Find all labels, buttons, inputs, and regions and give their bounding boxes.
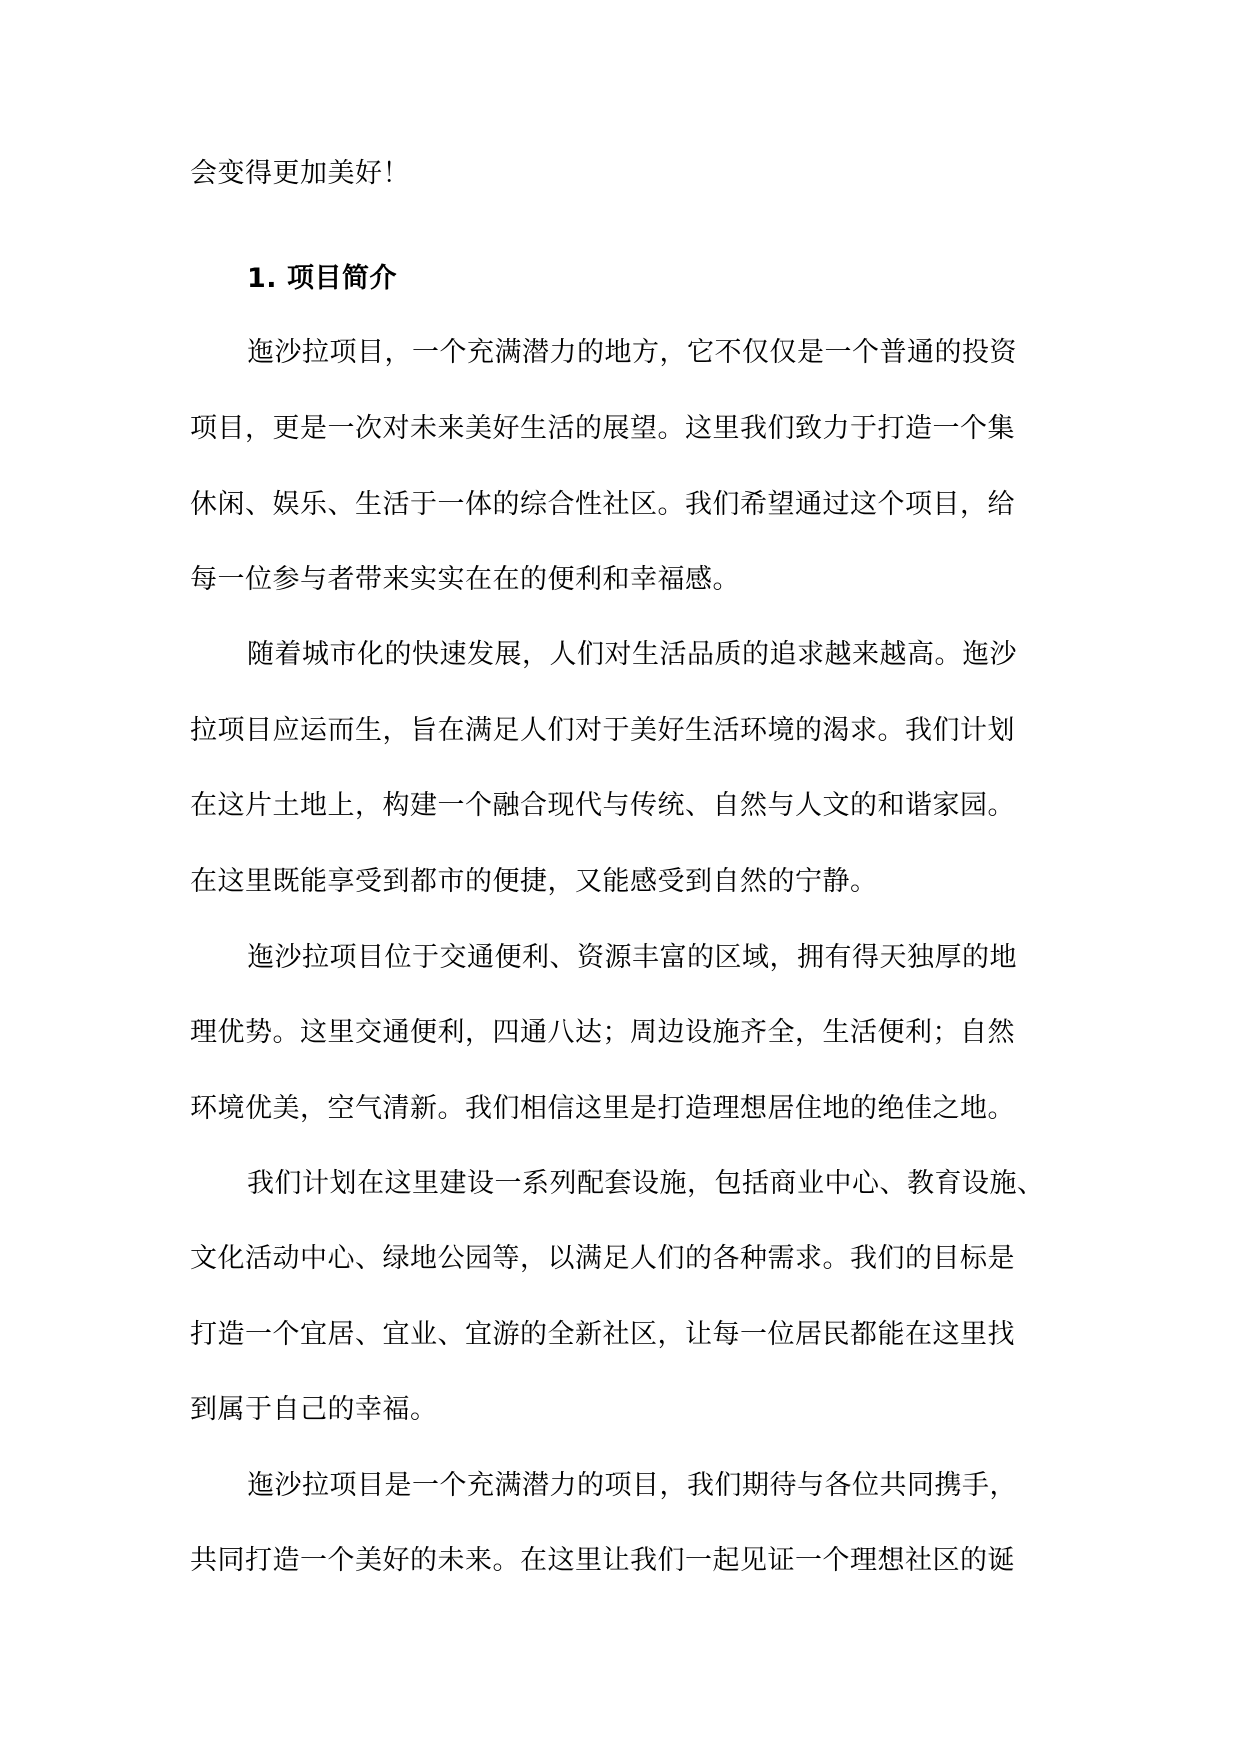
paragraph-line: 迤沙拉项目是一个充满潜力的项目，我们期待与各位共同携手， bbox=[247, 1470, 1017, 1501]
paragraph-line: 环境优美，空气清新。我们相信这里是打造理想居住地的绝佳之地。 bbox=[190, 1093, 1015, 1124]
paragraph-line: 迤沙拉项目位于交通便利、资源丰富的区域，拥有得天独厚的地 bbox=[247, 942, 1017, 973]
paragraph-line: 迤沙拉项目，一个充满潜力的地方，它不仅仅是一个普通的投资 bbox=[247, 337, 1017, 368]
paragraph-line: 到属于自己的幸福。 bbox=[190, 1394, 438, 1425]
paragraph-line: 项目，更是一次对未来美好生活的展望。这里我们致力于打造一个集 bbox=[190, 413, 1015, 444]
paragraph-line: 共同打造一个美好的未来。在这里让我们一起见证一个理想社区的诞 bbox=[190, 1545, 1015, 1576]
paragraph-line: 在这里既能享受到都市的便捷，又能感受到自然的宁静。 bbox=[190, 866, 878, 897]
paragraph-line: 我们计划在这里建设一系列配套设施，包括商业中心、教育设施、 bbox=[247, 1168, 1045, 1199]
paragraph-line: 每一位参与者带来实实在在的便利和幸福感。 bbox=[190, 564, 740, 595]
text-line: 会变得更加美好！ bbox=[190, 158, 410, 189]
paragraph-line: 文化活动中心、绿地公园等，以满足人们的各种需求。我们的目标是 bbox=[190, 1243, 1015, 1274]
paragraph-line: 休闲、娱乐、生活于一体的综合性社区。我们希望通过这个项目，给 bbox=[190, 489, 1015, 520]
section-heading: 1. 项目简介 bbox=[247, 263, 397, 294]
paragraph-line: 理优势。这里交通便利，四通八达；周边设施齐全，生活便利；自然 bbox=[190, 1017, 1015, 1048]
paragraph-line: 打造一个宜居、宜业、宜游的全新社区，让每一位居民都能在这里找 bbox=[190, 1319, 1015, 1350]
paragraph-line: 随着城市化的快速发展，人们对生活品质的追求越来越高。迤沙 bbox=[247, 639, 1017, 670]
paragraph-line: 拉项目应运而生，旨在满足人们对于美好生活环境的渴求。我们计划 bbox=[190, 715, 1015, 746]
paragraph-line: 在这片土地上，构建一个融合现代与传统、自然与人文的和谐家园。 bbox=[190, 790, 1015, 821]
